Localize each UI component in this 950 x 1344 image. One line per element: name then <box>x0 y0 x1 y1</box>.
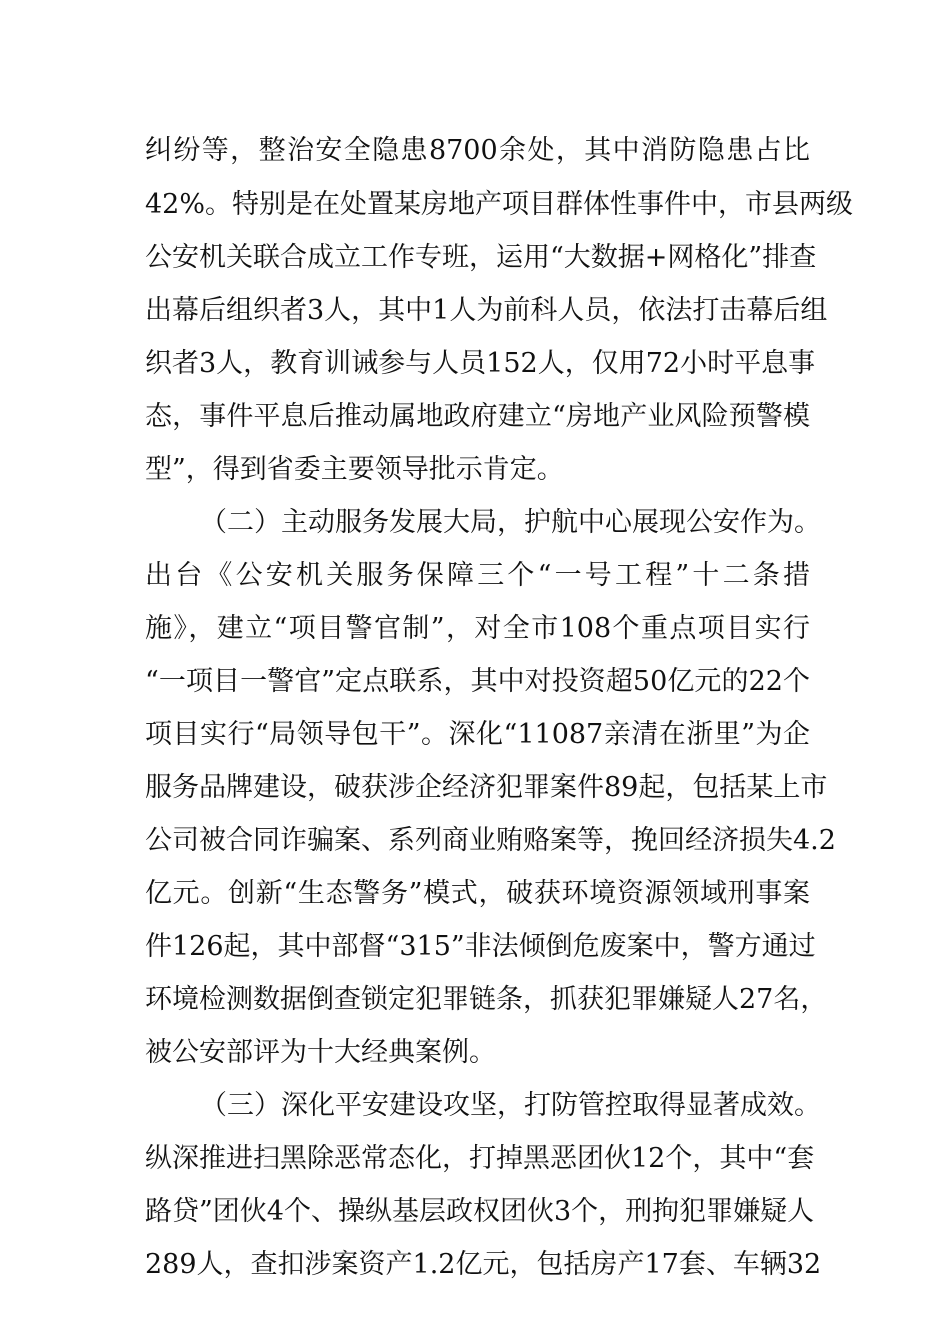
body-text-line: 亿元。创新“生态警务”模式，破获环境资源领域刑事案 <box>145 878 810 909</box>
body-text-line: 纵深推进扫黑除恶常态化，打掉黑恶团伙12个，其中“套 <box>145 1143 815 1174</box>
body-text-line: 织者3人，教育训诫参与人员152人，仅用72小时平息事 <box>145 348 816 379</box>
body-text-line: 型”，得到省委主要领导批示肯定。 <box>145 454 564 485</box>
body-text-line: 项目实行“局领导包干”。深化“11087亲清在浙里”为企 <box>145 719 810 750</box>
body-text-line: 服务品牌建设，破获涉企经济犯罪案件89起，包括某上市 <box>145 772 828 803</box>
body-text-line: 态，事件平息后推动属地政府建立“房地产业风险预警模 <box>145 401 810 432</box>
body-text-line: 被公安部评为十大经典案例。 <box>145 1037 496 1068</box>
body-text-line: 件126起，其中部督“315”非法倾倒危废案中，警方通过 <box>145 931 816 962</box>
body-text-line: 施》，建立“项目警官制”，对全市108个重点项目实行 <box>145 613 810 644</box>
body-text-line: “一项目一警官”定点联系，其中对投资超50亿元的22个 <box>145 666 810 697</box>
body-text-line: 出幕后组织者3人，其中1人为前科人员，依法打击幕后组 <box>145 295 828 326</box>
section-heading-line: （二）主动服务发展大局，护航中心展现公安作为。 <box>200 507 821 538</box>
body-text-line: 42%。特别是在处置某房地产项目群体性事件中，市县两级 <box>145 189 854 220</box>
body-text-line: 289人，查扣涉案资产1.2亿元，包括房产17套、车辆32 <box>145 1249 822 1280</box>
body-text-line: 纠纷等，整治安全隐患8700余处，其中消防隐患占比 <box>145 135 810 166</box>
body-text-line: 出台《公安机关服务保障三个“一号工程”十二条措 <box>145 560 810 591</box>
body-text-line: 公司被合同诈骗案、系列商业贿赂案等，挽回经济损失4.2 <box>145 825 836 856</box>
body-text-line: 路贷”团伙4个、操纵基层政权团伙3个，刑拘犯罪嫌疑人 <box>145 1196 815 1227</box>
section-heading-line: （三）深化平安建设攻坚，打防管控取得显著成效。 <box>200 1090 821 1121</box>
body-text-line: 公安机关联合成立工作专班，运用“大数据+网格化”排查 <box>145 242 817 273</box>
body-text-line: 环境检测数据倒查锁定犯罪链条，抓获犯罪嫌疑人27名， <box>145 984 828 1015</box>
